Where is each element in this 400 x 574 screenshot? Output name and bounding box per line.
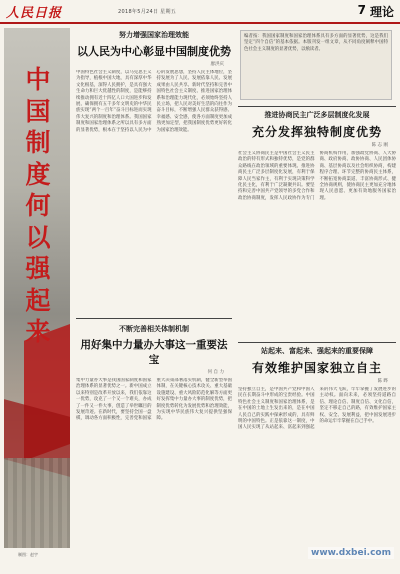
section-name: 理论: [369, 5, 394, 19]
article-3-byline: 何 自 力: [207, 370, 224, 375]
article-1: [76, 28, 232, 303]
vertical-title-char: 度: [25, 159, 51, 189]
vertical-title-char: 国: [25, 96, 51, 126]
article-4-headline: 有效维护国家独立自主: [251, 361, 382, 375]
vertical-title-char: 以: [25, 222, 51, 252]
article-4-byline: 陈 晔: [377, 379, 388, 384]
vertical-title-char: 来: [25, 317, 51, 346]
article-2-kicker: 推进协商民主广泛多层制度化发展: [264, 111, 370, 119]
article-3-body: 集中力量办大事是我国国家制度和国家治理体系的显著优势之一。新中国成立以来特别是改革开放以来，我们依靠这一优势，攻克了一个又一个难关，办成了一件又一件大事，创造了举世瞩目的发展奇迹。在新时代，要坚持全国一盘棋，调动各方面积极性，完善党和国家重大决策部署落实机制，健全新型举国体制，在关键核心技术攻关、重大基础设施建设、重大风险防范化解等方面更好发挥集中力量办大事的制度优势，把制度优势转化为发展优势和治理效能，为实现中华民族伟大复兴提供坚强保障。: [76, 378, 232, 422]
divider: [238, 342, 396, 343]
vertical-title-char: 强: [25, 254, 51, 283]
divider: [238, 106, 396, 107]
vertical-title-char: 起: [25, 285, 51, 315]
article-2-headline: 充分发挥独特制度优势: [251, 125, 382, 139]
article-2-byline: 陈 志 刚: [371, 143, 388, 148]
article-4-body: 坚持独立自主，是中国共产党和中国人民在长期奋斗中形成的宝贵经验。中国特色社会主义制度和国家治理体系，是在中国的土地上生发出来的，是在中国人民自己的实践中探索形成的，具有鲜明的中国特色。正是依靠这一制度，中国人民实现了从站起来、富起来到强起来的伟大飞跃，牢牢掌握了发展进步的主动权。面向未来，必须坚持道路自信、理论自信、制度自信、文化自信，坚定不移走自己的路，有效维护国家主权、安全、发展利益，把中国发展进步的命运牢牢掌握在自己手中。: [238, 387, 396, 431]
article-4: [238, 342, 396, 557]
article-2: [238, 106, 396, 349]
divider: [76, 318, 232, 319]
article-2-body: 社会主义协商民主是中国社会主义民主政治的特有形式和独特优势，是党的群众路线在政治领域的重要体现。推进协商民主广泛多层制度化发展，有利于保障人民当家作主，有利于实现决策科学化民主化，有利于广泛凝聚共识。要坚持和完善中国共产党领导的多党合作和政治协商制度，发挥人民政协作为专门协商机构作用，加强政党协商、人大协商、政府协商、政协协商、人民团体协商、基层协商以及社会组织协商，构建程序合理、环节完整的协商民主体系，不断拓宽协商渠道、丰富协商形式、健全协商规则，使协商民主更加充分地体现人民意愿、更加有效地服务国家治理。: [238, 151, 396, 201]
vertical-title-char: 制: [25, 128, 51, 157]
left-feature-panel: [4, 28, 70, 548]
article-1-byline: 廖洪庆: [210, 62, 224, 67]
masthead: [0, 0, 400, 24]
article-1-headline: 以人民为中心彰显中国制度优势: [77, 45, 231, 58]
editor-note-box: [240, 30, 392, 100]
watermark: www.dxbei.com: [308, 547, 394, 559]
page-number: 7: [357, 3, 366, 17]
vertical-title-char: 何: [25, 191, 51, 220]
article-4-kicker: 站起来、富起来、强起来的重要保障: [261, 347, 373, 355]
article-3-headline: 用好集中力量办大事这一重要法宝: [80, 339, 228, 366]
vertical-feature-title: [15, 64, 61, 348]
article-1-kicker: 努力增强国家治理效能: [119, 31, 189, 39]
vertical-title-char: 中: [25, 65, 51, 94]
article-3-kicker: 不断完善相关体制机制: [119, 325, 189, 333]
article-1-body: 中国特色社会主义制度，以马克思主义为指导，植根中国大地，具有深厚中华文化根基，深得人民拥护，是具有强大生命力和巨大优越性的制度，是能够持续推动拥有近十四亿人口大国进步和发展、确保拥有五千多年文明史的中华民族实现“两个一百年”奋斗目标进而实现伟大复兴的制度和治理体系。我国国家制度和国家治理体系之所以具有多方面的显著优势，根本在于坚持以人民为中心的发展思想，坚持人民主体地位，坚持发展为了人民、发展依靠人民、发展成果由人民共享。新时代坚持和完善中国特色社会主义制度、推进国家治理体系和治理能力现代化，必须始终坚持人民立场，把人民对美好生活的向往作为奋斗目标，不断增强人民群众获得感、幸福感、安全感，使各方面制度更加成熟更加定型，把我国制度优势更好转化为国家治理效能。: [76, 70, 232, 133]
great-wall-graphic: [4, 458, 70, 548]
dateline: 2018年5月24日 星期五: [118, 9, 177, 15]
image-caption: 制图：赵宇: [18, 552, 38, 557]
editor-note-text: 编者按：我国国家制度和国家治理体系具有多方面的显著优势，这是我们坚定“四个自信”的基本依据。本版刊发一组文章，从不同角度阐释中国特色社会主义制度的显著优势，以飨读者。: [244, 34, 388, 52]
article-3: [76, 318, 232, 574]
newspaper-logo: 人民日报: [6, 6, 63, 21]
